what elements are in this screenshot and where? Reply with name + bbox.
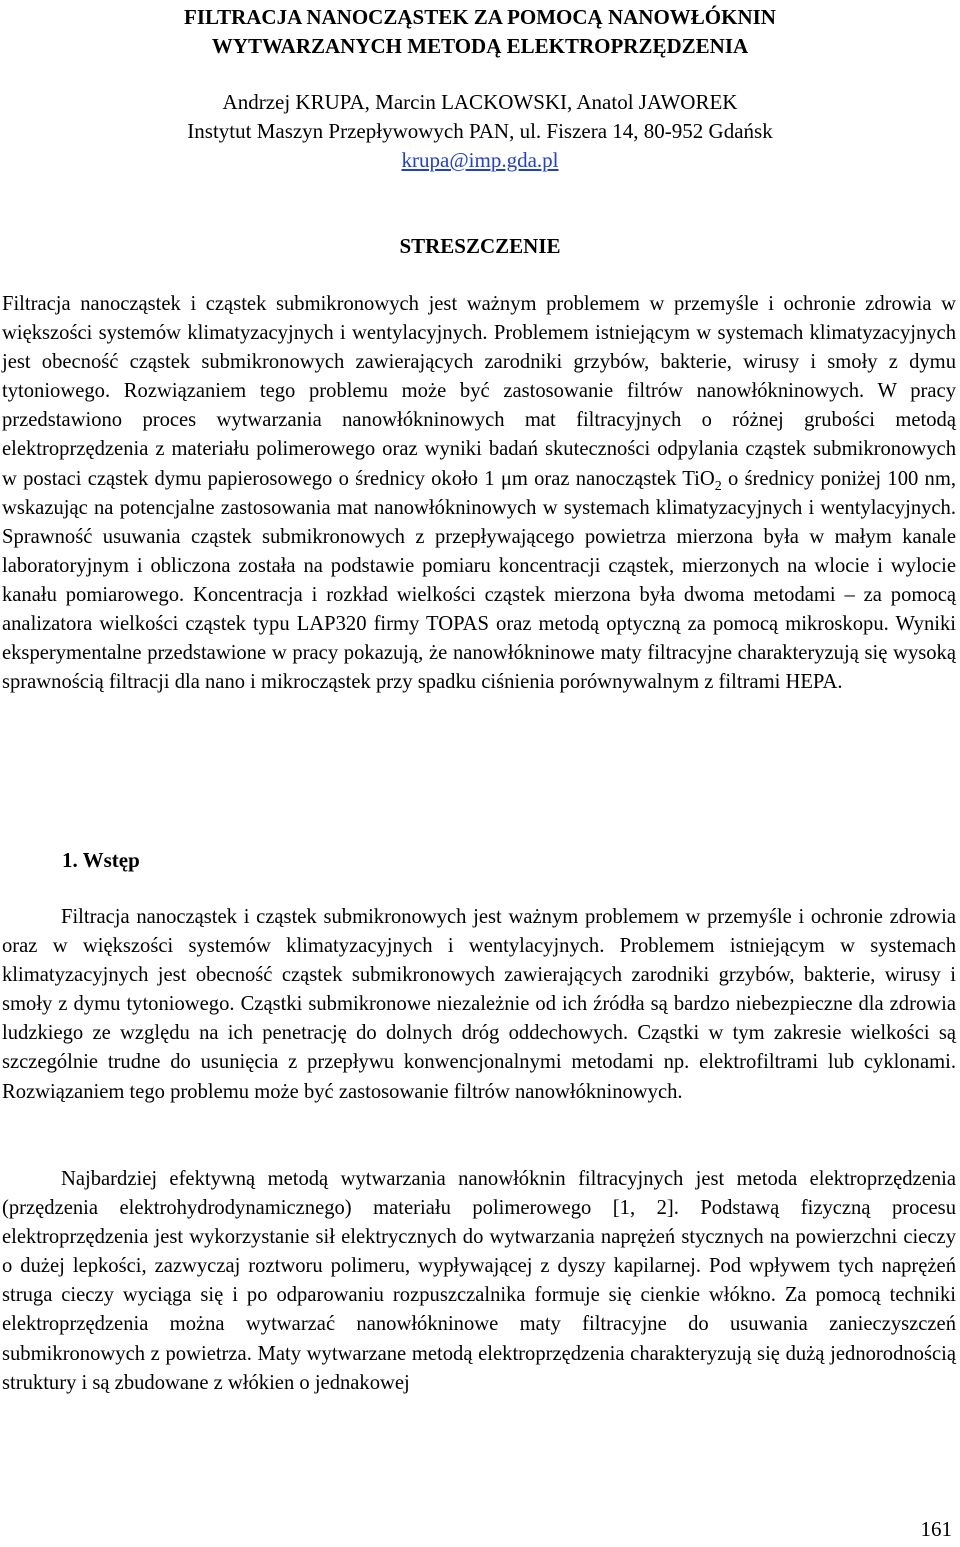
section-heading-intro: 1. Wstęp <box>62 848 140 872</box>
page-number: 161 <box>920 1517 952 1541</box>
title-line-2: WYTWARZANYCH METODĄ ELEKTROPRZĘDZENIA <box>211 34 749 58</box>
paper-title <box>0 3 960 61</box>
abstract-heading: STRESZCZENIE <box>399 234 561 258</box>
abstract-subscript: 2 <box>714 478 722 494</box>
authors: Andrzej KRUPA, Marcin LACKOWSKI, Anatol JAWOREK <box>222 90 738 114</box>
intro-paragraph-2: Najbardziej efektywną metodą wytwarzania nanowłóknin filtracyjnych jest metoda elektroprzędzenia (przędzenia elektrohydrodynamicznego) materiału polimerowego [1, 2]. Podstawą fizyczną procesu elektroprzędzenia jest wykorzystanie sił elektrycznych do wytwarzania naprężeń stycznych na powierzchni cieczy o dużej lepkości, zazwyczaj roztworu polimeru, wypływającej z dyszy kapilarnej. Pod wpływem tych naprężeń struga cieczy wyciąga się i po odparowaniu rozpuszczalnika formuje się cienkie włókno. Za pomocą techniki elektroprzędzenia można wytwarzać nanowłókninowe maty filtracyjne do usuwania zanieczyszczeń submikronowych z powietrza. Maty wytwarzane metodą elektroprzędzenia charakteryzują się dużą jednorodnością struktury i są zbudowane z włókien o jednakowej <box>2 1168 956 1394</box>
title-line-1: FILTRACJA NANOCZĄSTEK ZA POMOCĄ NANOWŁÓKNIN <box>184 5 776 29</box>
abstract-text <box>2 290 956 697</box>
affiliation: Instytut Maszyn Przepływowych PAN, ul. Fiszera 14, 80-952 Gdańsk <box>187 119 773 143</box>
abstract-part-1: Filtracja nanocząstek i cząstek submikronowych jest ważnym problemem w przemyśle i ochronie zdrowia w większości systemów klimatyzacyjnych i wentylacyjnych. Problemem istniejącym w systemach klimatyzacyjnych jest obecność cząstek submikronowych zawierających zarodniki grzybów, bakterie, wirusy i smoły z dymu tytoniowego. Rozwiązaniem tego problemu może być zastosowanie filtrów nanowłókninowych. W pracy przedstawiono proces wytwarzania nanowłókninowych mat filtracyjnych o różnej grubości metodą elektroprzędzenia z materiału polimerowego oraz wyniki badań skuteczności odpylania cząstek submikronowych w postaci cząstek dymu papierosowego o średnicy około 1 μm oraz nanocząstek TiO <box>2 293 956 490</box>
author-email-link[interactable]: krupa@imp.gda.pl <box>401 148 559 172</box>
abstract-part-2: o średnicy poniżej 100 nm, wskazując na potencjalne zastosowania mat nanowłókninowych w systemach klimatyzacyjnych i wentylacyjnych. Sprawność usuwania cząstek submikronowych z przepływającego powietrza mierzona była w małym kanale laboratoryjnym i obliczona została na podstawie pomiaru koncentracji cząstek, mierzonych na wlocie i wylocie kanału pomiarowego. Koncentracja i rozkład wielkości cząstek mierzona była dwoma metodami – za pomocą analizatora wielkości cząstek typu LAP320 firmy TOPAS oraz metodą optyczną za pomocą mikroskopu. Wyniki eksperymentalne przedstawione w pracy pokazują, że nanowłókninowe maty filtracyjne charakteryzują się wysoką sprawnością filtracji dla nano i mikrocząstek przy spadku ciśnienia porównywalnym z filtrami HEPA. <box>2 467 956 694</box>
intro-paragraph-1: Filtracja nanocząstek i cząstek submikronowych jest ważnym problemem w przemyśle i ochronie zdrowia oraz w większości systemów klimatyzacyjnych i wentylacyjnych. Problemem istniejącym w systemach klimatyzacyjnych jest obecność cząstek submikronowych zawierających zarodniki grzybów, bakterie, wirusy i smoły z dymu tytoniowego. Cząstki submikronowe niezależnie od ich źródła są bardzo niebezpieczne dla zdrowia ludzkiego ze względu na ich penetrację do dolnych dróg oddechowych. Cząstki w tym zakresie wielkości są szczególnie trudne do usunięcia z przepływu konwencjonalnymi metodami np. elektrofiltrami lub cyklonami. Rozwiązaniem tego problemu może być zastosowanie filtrów nanowłókninowych. <box>2 906 956 1103</box>
